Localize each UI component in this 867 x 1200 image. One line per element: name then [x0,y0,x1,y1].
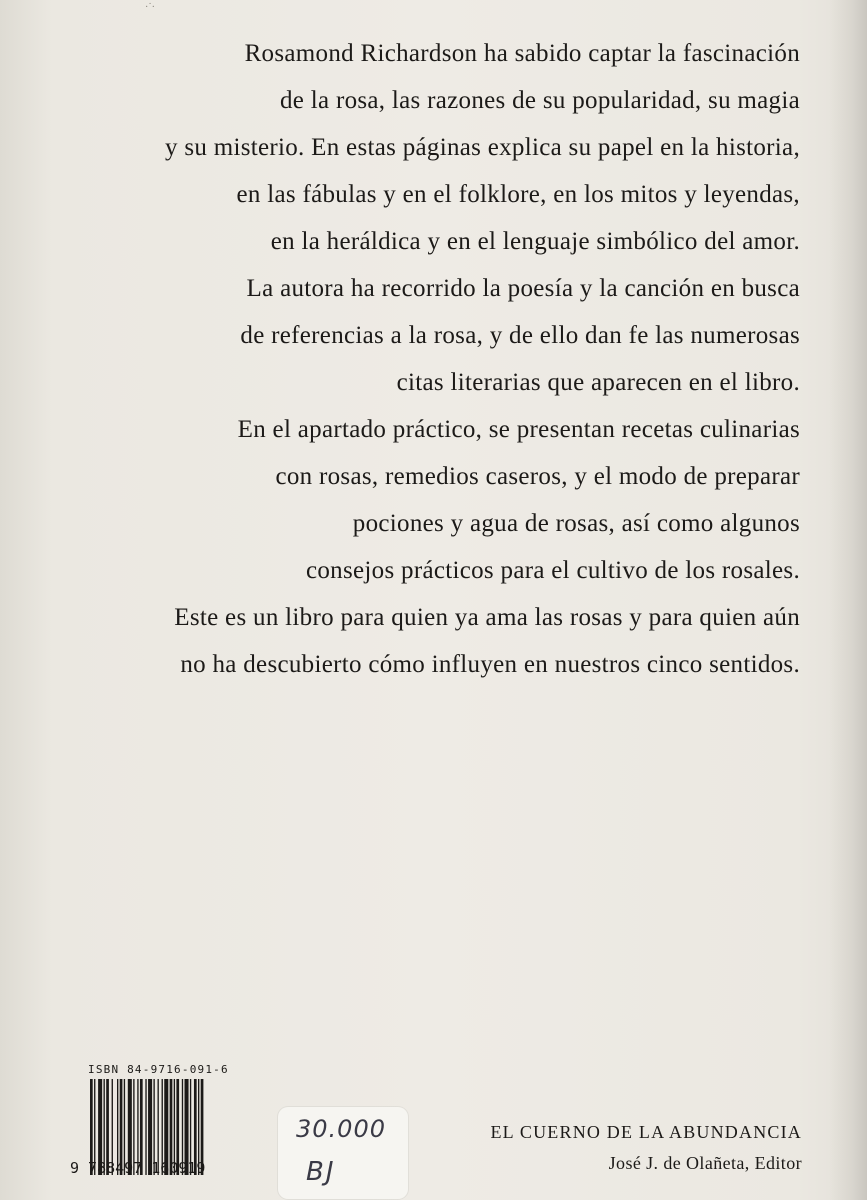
handwritten-code: BJ [306,1157,336,1187]
publisher-block [440,1118,802,1180]
blurb-line: en las fábulas y en el folklore, en los mitos y leyendas, [236,181,800,208]
blurb-line: Este es un libro para quien ya ama las rosas y para quien aún [174,604,800,631]
blurb-line: de la rosa, las razones de su popularidad, su magia [280,87,800,114]
isbn-label: ISBN 84-9716-091-6 [88,1063,229,1076]
barcode-number: 9 788497 160919 [70,1159,206,1177]
page-edge-shadow [829,0,867,1200]
blurb-line: Rosamond Richardson ha sabido captar la fascinación [244,40,800,67]
isbn-block [70,1063,255,1177]
blurb-line: La autora ha recorrido la poesía y la canción en busca [246,275,800,302]
publisher-name: José J. de Olañeta, Editor [608,1153,802,1173]
blurb-line: de referencias a la rosa, y de ello dan fe las numerosas [240,322,800,349]
price-sticker [278,1107,408,1199]
paper-specks: ·˙· [145,2,155,13]
blurb-line: pociones y agua de rosas, así como algunos [352,510,800,537]
blurb-line: con rosas, remedios caseros, y el modo de preparar [275,463,800,490]
handwritten-price: 30.000 [296,1115,386,1143]
blurb-line: en la heráldica y en el lenguaje simbólico del amor. [270,228,800,255]
blurb-line: consejos prácticos para el cultivo de los rosales. [305,557,800,584]
blurb-line: y su misterio. En estas páginas explica su papel en la historia, [164,134,800,161]
blurb-line: citas literarias que aparecen en el libro. [396,369,800,396]
blurb-line: En el apartado práctico, se presentan recetas culinarias [237,416,800,443]
blurb-text [40,30,800,688]
collection-name: EL CUERNO DE LA ABUNDANCIA [490,1122,802,1142]
blurb-line: no ha descubierto cómo influyen en nuestros cinco sentidos. [180,651,800,678]
